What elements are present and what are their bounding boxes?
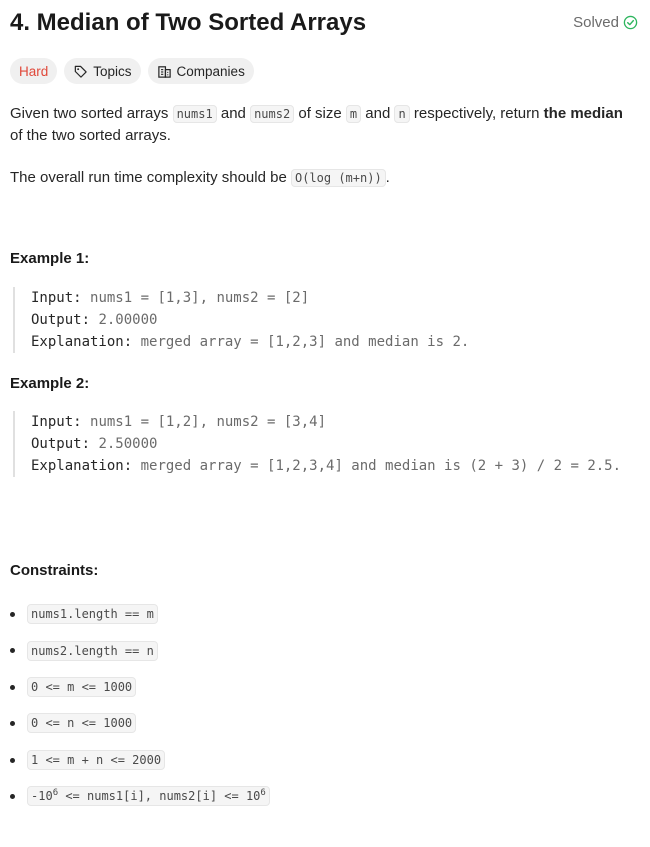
constraint-item	[10, 632, 270, 668]
companies-button[interactable]	[148, 58, 254, 84]
inline-code: O(log (m+n))	[291, 169, 386, 187]
example-output	[31, 309, 638, 331]
text: Given two sorted arrays	[10, 105, 173, 122]
text: and	[216, 105, 251, 122]
check-circle-icon	[623, 15, 638, 30]
constraint-item	[10, 778, 270, 814]
constraint-item	[10, 742, 270, 778]
example-explanation	[31, 331, 638, 353]
constraint-code	[27, 786, 270, 806]
example-2-block	[13, 411, 638, 477]
constraint-code: nums1.length == m	[27, 604, 158, 624]
text: and	[361, 105, 395, 122]
example-explanation	[31, 455, 638, 477]
inline-code: n	[394, 105, 409, 123]
explanation-value: merged array = [1,2,3] and median is 2.	[140, 334, 470, 350]
constraint-item	[10, 705, 270, 741]
exponent: 6	[52, 788, 59, 799]
inline-code: nums1	[173, 105, 217, 123]
explanation-label: Explanation:	[31, 458, 133, 474]
tag-icon	[73, 64, 88, 79]
problem-tags	[10, 58, 254, 84]
title-row	[10, 8, 640, 38]
constraint-code: nums2.length == n	[27, 641, 158, 661]
output-value: 2.50000	[98, 436, 158, 452]
example-input	[31, 411, 638, 433]
example-1-block	[13, 287, 638, 353]
companies-label: Companies	[176, 63, 245, 79]
solved-label: Solved	[573, 14, 619, 31]
example-output	[31, 433, 638, 455]
input-label: Input:	[31, 414, 82, 430]
topics-button[interactable]	[64, 58, 140, 84]
inline-code: m	[346, 105, 361, 123]
text: of size	[294, 105, 346, 122]
topics-label: Topics	[93, 63, 132, 79]
difficulty-label: Hard	[19, 63, 49, 79]
description-paragraph-1	[10, 103, 635, 147]
text: .	[385, 169, 390, 186]
building-icon	[157, 64, 172, 79]
text: of the two sorted arrays.	[10, 127, 171, 144]
inline-code: nums2	[250, 105, 294, 123]
text: The overall run time complexity should be	[10, 169, 291, 186]
input-value: nums1 = [1,3], nums2 = [2]	[90, 290, 310, 306]
input-value: nums1 = [1,2], nums2 = [3,4]	[90, 414, 327, 430]
explanation-label: Explanation:	[31, 334, 133, 350]
constraint-item	[10, 596, 270, 632]
example-1-heading: Example 1:	[10, 250, 90, 267]
input-label: Input:	[31, 290, 82, 306]
constraints-heading: Constraints:	[10, 562, 99, 579]
difficulty-badge[interactable]	[10, 58, 57, 84]
constraints-list	[10, 596, 270, 814]
constraint-code: 0 <= m <= 1000	[27, 677, 136, 697]
output-label: Output:	[31, 312, 91, 328]
constraint-code: 1 <= m + n <= 2000	[27, 750, 165, 770]
example-input	[31, 287, 638, 309]
exponent: 6	[260, 788, 266, 799]
problem-title[interactable]: 4. Median of Two Sorted Arrays	[10, 9, 367, 36]
output-label: Output:	[31, 436, 91, 452]
constraint-part: <= nums1[i], nums2[i] <= 10	[58, 789, 261, 804]
description-paragraph-2	[10, 167, 635, 189]
text: respectively, return	[409, 105, 544, 122]
explanation-value: merged array = [1,2,3,4] and median is (2 + 3) / 2 = 2.5.	[140, 458, 622, 474]
constraint-part: -10	[31, 789, 53, 804]
solved-status	[573, 14, 638, 31]
output-value: 2.00000	[98, 312, 158, 328]
bold-text: the median	[543, 105, 623, 122]
constraint-item	[10, 669, 270, 705]
example-2-heading: Example 2:	[10, 375, 90, 392]
constraint-code: 0 <= n <= 1000	[27, 713, 136, 733]
